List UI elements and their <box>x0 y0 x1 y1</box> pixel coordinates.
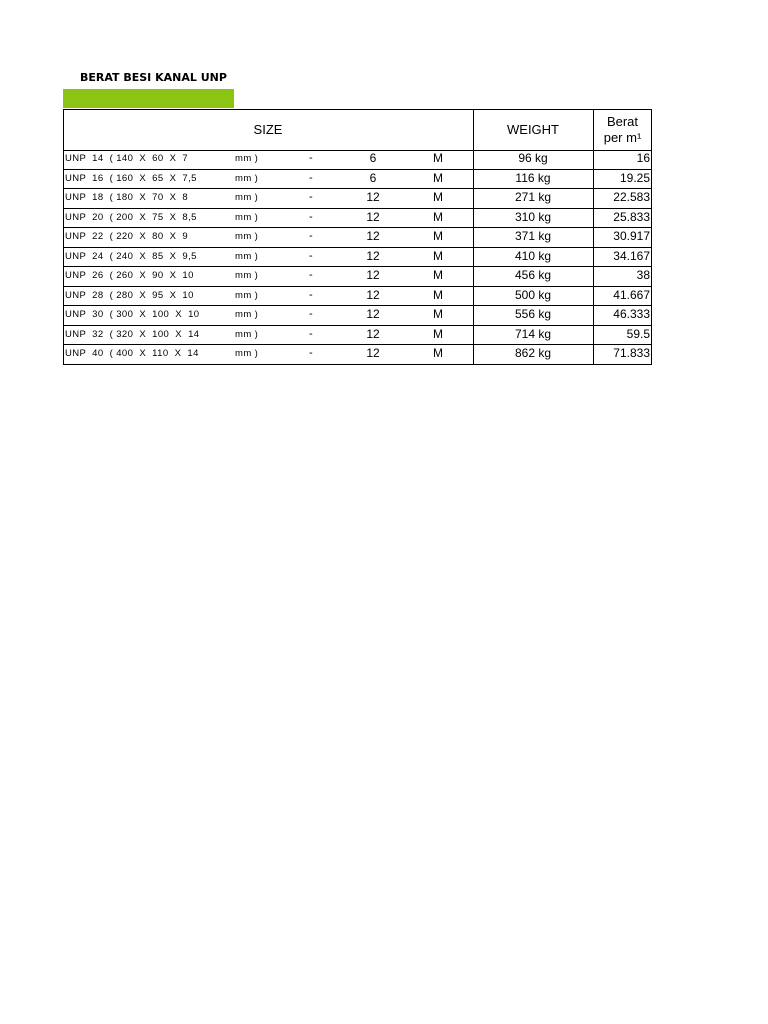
length-unit: M <box>433 151 443 165</box>
weight-per-meter: 46.333 <box>613 307 650 321</box>
length-unit: M <box>433 229 443 243</box>
weight-per-meter: 16 <box>636 151 650 165</box>
unp-spec: UNP 24 ( 240 X 85 X 9,5 <box>65 250 197 262</box>
spec-unit: mm ) <box>235 192 259 203</box>
weight-value: 862 kg <box>514 346 552 360</box>
length-value: 12 <box>366 190 380 204</box>
length-value: 12 <box>366 307 380 321</box>
length-value: 12 <box>366 346 380 360</box>
length-value: 6 <box>369 170 377 185</box>
weight-per-meter: 38 <box>636 268 650 282</box>
weight-value: 556 kg <box>514 307 552 321</box>
table-row <box>63 228 652 248</box>
spec-unit: mm ) <box>235 270 259 281</box>
weight-value: 310 kg <box>514 209 552 224</box>
spec-dash: - <box>309 249 313 262</box>
weight-per-meter: 41.667 <box>613 287 650 302</box>
unp-spec: UNP 40 ( 400 X 110 X 14 <box>65 348 199 359</box>
length-unit: M <box>433 209 443 224</box>
length-unit: M <box>433 287 443 302</box>
table-row <box>63 345 652 365</box>
spec-dash: - <box>309 308 313 320</box>
weight-value: 371 kg <box>514 229 552 243</box>
length-unit: M <box>433 268 443 282</box>
length-value: 12 <box>366 248 380 263</box>
spec-unit: mm ) <box>235 211 259 223</box>
berat-line2: per m¹ <box>603 129 642 145</box>
table-row <box>63 326 652 346</box>
table-row <box>63 306 652 326</box>
spec-unit: mm ) <box>235 348 259 359</box>
length-value: 12 <box>366 209 380 224</box>
weight-per-meter: 25.833 <box>613 209 650 224</box>
spec-unit: mm ) <box>235 309 259 320</box>
spec-unit: mm ) <box>235 231 259 242</box>
unp-spec: UNP 32 ( 320 X 100 X 14 <box>65 328 200 340</box>
unp-spec: UNP 14 ( 140 X 60 X 7 <box>65 153 189 164</box>
berat-per-m-header <box>593 109 652 150</box>
spec-dash: - <box>309 230 313 242</box>
weight-per-meter: 34.167 <box>613 248 650 263</box>
table-row <box>63 209 652 229</box>
unp-spec: UNP 18 ( 180 X 70 X 8 <box>65 192 189 203</box>
length-unit: M <box>433 170 443 185</box>
weight-value: 500 kg <box>514 287 552 302</box>
length-unit: M <box>433 248 443 263</box>
length-unit: M <box>433 190 443 204</box>
length-unit: M <box>433 307 443 321</box>
weight-header-label: WEIGHT <box>507 121 559 137</box>
spec-dash: - <box>309 171 313 184</box>
spec-dash: - <box>309 152 313 164</box>
spec-unit: mm ) <box>235 289 259 301</box>
weight-per-meter: 59.5 <box>626 326 650 341</box>
spec-dash: - <box>309 347 313 359</box>
spec-dash: - <box>309 191 313 203</box>
green-accent-bar <box>63 89 234 108</box>
weight-per-meter: 19.25 <box>619 170 650 185</box>
row-divider <box>63 364 652 365</box>
spec-unit: mm ) <box>235 328 259 340</box>
length-value: 12 <box>366 268 380 282</box>
weight-per-meter: 71.833 <box>613 346 650 360</box>
spec-unit: mm ) <box>235 153 259 164</box>
length-unit: M <box>433 326 443 341</box>
unp-spec: UNP 22 ( 220 X 80 X 9 <box>65 231 189 242</box>
table-row <box>63 150 652 170</box>
unp-spec: UNP 30 ( 300 X 100 X 10 <box>65 309 200 320</box>
length-value: 12 <box>366 229 380 243</box>
document-title: BERAT BESI KANAL UNP <box>80 71 227 84</box>
spec-dash: - <box>309 210 313 223</box>
berat-line1: Berat <box>606 113 639 129</box>
length-value: 12 <box>366 326 380 341</box>
spec-unit: mm ) <box>235 172 259 184</box>
length-value: 6 <box>369 151 377 165</box>
unp-spec: UNP 16 ( 160 X 65 X 7,5 <box>65 172 197 184</box>
weight-value: 410 kg <box>514 248 552 263</box>
table-row <box>63 287 652 307</box>
spec-dash: - <box>309 288 313 301</box>
data-grid <box>63 109 652 363</box>
weight-value: 271 kg <box>514 190 552 204</box>
table-row <box>63 267 652 287</box>
table-row <box>63 170 652 190</box>
unp-spec: UNP 26 ( 260 X 90 X 10 <box>65 270 194 281</box>
weight-value: 116 kg <box>515 170 551 185</box>
length-unit: M <box>433 346 443 360</box>
weight-value: 456 kg <box>514 268 552 282</box>
weight-value: 96 kg <box>518 151 548 165</box>
spec-dash: - <box>309 269 313 281</box>
weight-value: 714 kg <box>514 326 552 341</box>
table-row <box>63 248 652 268</box>
weight-per-meter: 22.583 <box>613 190 650 204</box>
spec-dash: - <box>309 327 313 340</box>
table-row <box>63 189 652 209</box>
unp-spec: UNP 28 ( 280 X 95 X 10 <box>65 289 194 301</box>
length-value: 12 <box>366 287 380 302</box>
unp-spec: UNP 20 ( 200 X 75 X 8,5 <box>65 211 197 223</box>
size-header-label: SIZE <box>253 121 283 137</box>
spec-unit: mm ) <box>235 250 259 262</box>
weight-per-meter: 30.917 <box>613 229 650 243</box>
